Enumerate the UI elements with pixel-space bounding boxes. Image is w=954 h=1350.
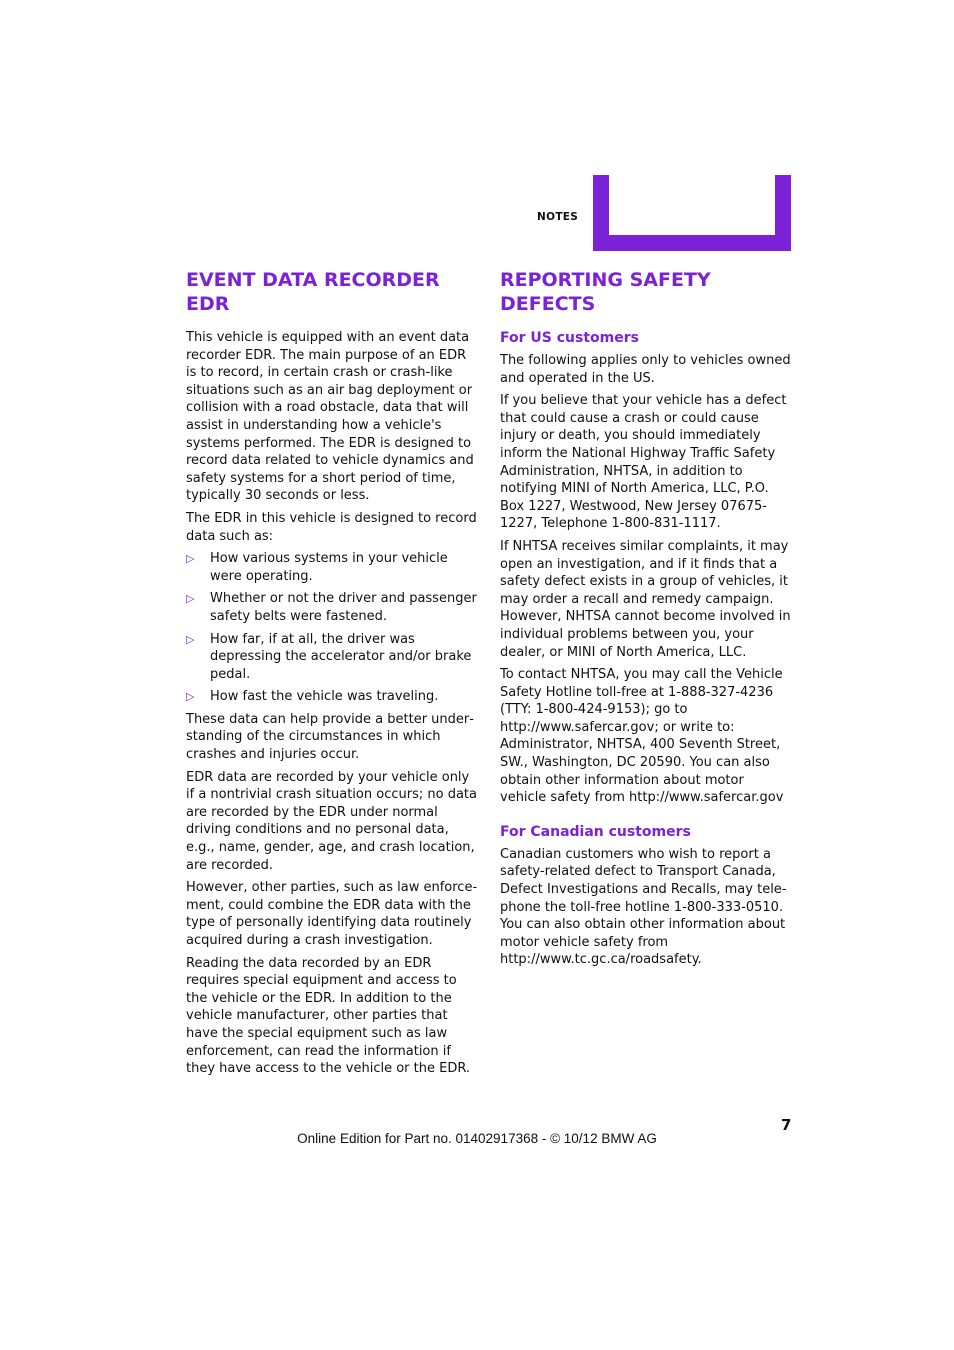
triangle-bullet-icon: ▷	[186, 690, 195, 704]
canada-paragraph-1: Canadian customers who wish to report a safety-related defect to Transport Canada, Defect Investigations and Recalls, may telephone the toll-free hotline 1-800-333-0510. You can also obtain other information about motor vehicle safety from http://www.tc.gc.ca/​roadsafety.	[500, 846, 787, 968]
edr-paragraph-5: However, other parties, such as law enforcement, could combine the EDR data with the type of personally identifying data routinely acquired during a crash investigation.	[186, 880, 478, 948]
edr-paragraph-6: Reading the data recorded by an EDR requires special equipment and access to the vehicle or the EDR. In addition to the vehicle manufacturer, other parties that have the special equipment such as law enforcement, can read the information if they have access to the vehicle or the EDR.	[186, 955, 471, 1077]
list-item-text: How various systems in your vehicle were operating.	[210, 551, 448, 584]
list-item	[186, 550, 478, 585]
list-item	[186, 590, 478, 625]
list-item-text: How far, if at all, the driver was depressing the accelerator and/or brake pedal.	[210, 631, 472, 682]
left-column	[186, 268, 478, 1083]
footer-edition-note: Online Edition for Part no. 01402917368 - © 10/12 BMW AG	[297, 1131, 657, 1146]
triangle-bullet-icon: ▷	[186, 592, 195, 606]
us-paragraph-4: To contact NHTSA, you may call the Vehicle Safety Hotline toll-free at 1-888-327-4236 (TTY: 1-800-424-9153); go to http://www.safercar.gov; or write to: Administrator, NHTSA, 400 Seventh Street, SW., Washington, DC 20590. You can also obtain other information about motor vehicle safety from http://www.safercar.gov	[500, 667, 784, 806]
us-paragraph-1: The following applies only to vehicles owned and operated in the US.	[500, 353, 791, 386]
canadian-customers-subheading: For Canadian customers	[500, 823, 691, 840]
edr-heading: EVENT DATA RECORDER EDR	[186, 269, 440, 315]
list-item	[186, 631, 478, 684]
list-item	[186, 688, 478, 706]
page-number: 7	[781, 1116, 792, 1134]
edr-paragraph-1: This vehicle is equipped with an event data recorder EDR. The main purpose of an EDR is to record, in certain crash or crash-like situations such as an air bag deployment or collision with a road obstacle, data that will assist in understanding how a vehicle's systems performed. The EDR is designed to record data related to vehicle dynamics and safety systems for a short period of time, typically 30 seconds or less.	[186, 330, 474, 504]
us-customers-subheading: For US customers	[500, 330, 639, 346]
chapter-tab-marker-cutout	[609, 175, 775, 235]
edr-paragraph-3: These data can help provide a better understanding of the circumstances in which crashes and injuries occur.	[186, 711, 474, 763]
us-paragraph-3: If NHTSA receives similar complaints, it may open an investigation, and if it finds that a safety defect exists in a group of vehicles, it may order a recall and remedy campaign. However, NHTSA cannot become involved in individual problems between you, your dealer, or MINI of North America, LLC.	[500, 538, 791, 660]
triangle-bullet-icon: ▷	[186, 552, 195, 566]
triangle-bullet-icon: ▷	[186, 632, 195, 646]
section-label: NOTES	[537, 211, 579, 223]
edr-paragraph-4: EDR data are recorded by your vehicle only if a nontrivial crash situation occurs; no data are recorded by the EDR under normal driving conditions and no personal data, e.g., name, gender, age, and crash location, are recorded.	[186, 769, 477, 873]
safety-defects-heading: REPORTING SAFETY DEFECTS	[500, 269, 711, 315]
us-paragraph-2: If you believe that your vehicle has a defect that could cause a crash or could cause injury or death, you should immediately inform the National Highway Traffic Safety Administration, NHTSA, in addition to notifying MINI of North America, LLC, P.O. Box 1227, Westwood, New Jersey 07675-1227, Telephone 1-800-831-1117.	[500, 393, 787, 532]
edr-data-list	[186, 550, 478, 706]
right-column	[500, 268, 792, 974]
edr-paragraph-2: The EDR in this vehicle is designed to record data such as:	[186, 510, 477, 544]
list-item-text: Whether or not the driver and passenger safety belts were fastened.	[210, 591, 477, 624]
list-item-text: How fast the vehicle was traveling.	[210, 689, 439, 705]
